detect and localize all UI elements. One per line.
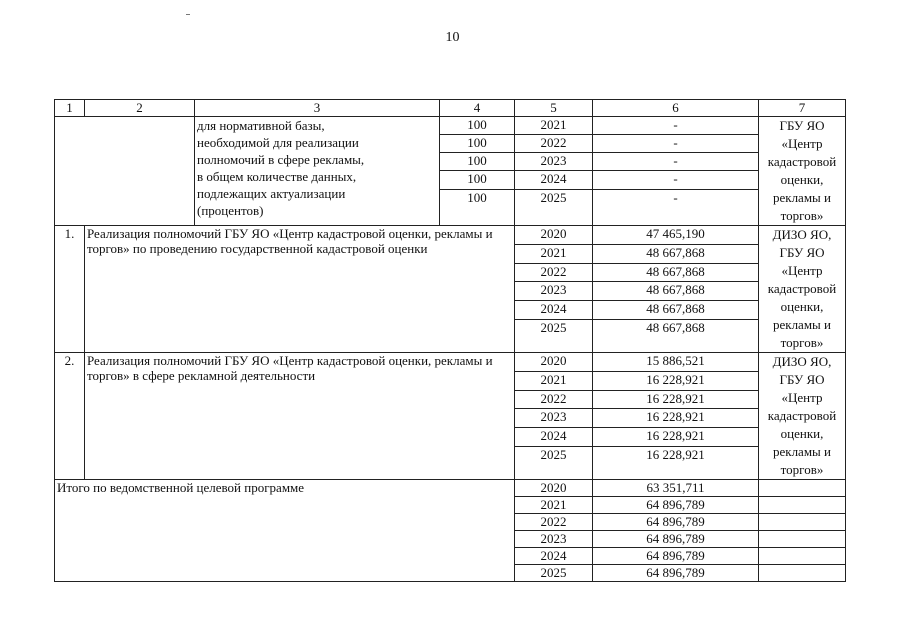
indicator-value: - (593, 153, 759, 171)
table-row (55, 480, 846, 497)
page-number: 10 (445, 30, 460, 45)
indicator-target: 100 (440, 117, 515, 135)
total-executor-cell (759, 514, 846, 531)
scan-mark (186, 14, 190, 15)
item-value: 48 667,868 (593, 244, 759, 263)
indicator-value: - (593, 117, 759, 135)
indicator-executor: ГБУ ЯО «Центр кадастровой оценки, рекламы и торгов» (759, 117, 846, 226)
item-year: 2022 (515, 263, 593, 282)
item-description: Реализация полномочий ГБУ ЯО «Центр кадастровой оценки, рекламы и торгов» в сфере рекламной деятельности (85, 353, 515, 480)
item-value: 16 228,921 (593, 428, 759, 447)
total-year: 2023 (515, 531, 593, 548)
item-year: 2025 (515, 446, 593, 479)
indicator-value: - (593, 171, 759, 189)
table-row (55, 117, 846, 135)
item-description: Реализация полномочий ГБУ ЯО «Центр кадастровой оценки, рекламы и торгов» по проведению государственной кадастровой оценки (85, 226, 515, 353)
total-value: 64 896,789 (593, 565, 759, 582)
total-value: 64 896,789 (593, 497, 759, 514)
total-year: 2020 (515, 480, 593, 497)
indicator-year: 2021 (515, 117, 593, 135)
program-table (54, 99, 846, 582)
indicator-line: для нормативной базы, (197, 118, 325, 133)
indicator-text (195, 117, 440, 226)
item-year: 2024 (515, 301, 593, 320)
total-executor-cell (759, 497, 846, 514)
item-year: 2023 (515, 282, 593, 301)
item-year: 2022 (515, 390, 593, 409)
item-value: 16 228,921 (593, 371, 759, 390)
header-col-5: 5 (515, 100, 593, 117)
total-executor-cell (759, 548, 846, 565)
total-value: 64 896,789 (593, 548, 759, 565)
total-year: 2024 (515, 548, 593, 565)
indicator-line: подлежащих актуализации (197, 186, 346, 201)
indicator-target: 100 (440, 153, 515, 171)
header-row (55, 100, 846, 117)
table-row (55, 226, 846, 245)
item-year: 2024 (515, 428, 593, 447)
item-value: 16 228,921 (593, 390, 759, 409)
table-row (55, 353, 846, 372)
item-year: 2025 (515, 319, 593, 352)
indicator-year: 2023 (515, 153, 593, 171)
item-value: 48 667,868 (593, 319, 759, 352)
item-year: 2023 (515, 409, 593, 428)
indicator-value: - (593, 189, 759, 225)
item-year: 2020 (515, 226, 593, 245)
total-year: 2022 (515, 514, 593, 531)
total-executor-cell (759, 531, 846, 548)
total-label: Итого по ведомственной целевой программе (55, 480, 515, 582)
indicator-line: (процентов) (197, 203, 264, 218)
header-col-1: 1 (55, 100, 85, 117)
indicator-line: в общем количестве данных, (197, 169, 357, 184)
item-year: 2021 (515, 244, 593, 263)
total-year: 2021 (515, 497, 593, 514)
item-number: 2. (55, 353, 85, 480)
total-value: 64 896,789 (593, 531, 759, 548)
item-value: 16 228,921 (593, 446, 759, 479)
item-value: 48 667,868 (593, 263, 759, 282)
item-year: 2021 (515, 371, 593, 390)
header-col-7: 7 (759, 100, 846, 117)
indicator-year: 2025 (515, 189, 593, 225)
indicator-line: необходимой для реализации (197, 135, 359, 150)
item-number: 1. (55, 226, 85, 353)
indicator-target: 100 (440, 189, 515, 225)
item-year: 2020 (515, 353, 593, 372)
total-year: 2025 (515, 565, 593, 582)
header-col-2: 2 (85, 100, 195, 117)
item-value: 16 228,921 (593, 409, 759, 428)
indicator-target: 100 (440, 171, 515, 189)
item-executor: ДИЗО ЯО, ГБУ ЯО «Центр кадастровой оценки, рекламы и торгов» (759, 226, 846, 353)
indicator-blank-cell (55, 117, 195, 226)
item-value: 48 667,868 (593, 301, 759, 320)
total-executor-cell (759, 565, 846, 582)
header-col-3: 3 (195, 100, 440, 117)
item-value: 48 667,868 (593, 282, 759, 301)
indicator-line: полномочий в сфере рекламы, (197, 152, 365, 167)
total-value: 64 896,789 (593, 514, 759, 531)
indicator-year: 2022 (515, 135, 593, 153)
total-value: 63 351,711 (593, 480, 759, 497)
header-col-6: 6 (593, 100, 759, 117)
item-executor: ДИЗО ЯО, ГБУ ЯО «Центр кадастровой оценки, рекламы и торгов» (759, 353, 846, 480)
item-value: 47 465,190 (593, 226, 759, 245)
indicator-year: 2024 (515, 171, 593, 189)
item-value: 15 886,521 (593, 353, 759, 372)
header-col-4: 4 (440, 100, 515, 117)
indicator-value: - (593, 135, 759, 153)
indicator-target: 100 (440, 135, 515, 153)
total-executor-cell (759, 480, 846, 497)
